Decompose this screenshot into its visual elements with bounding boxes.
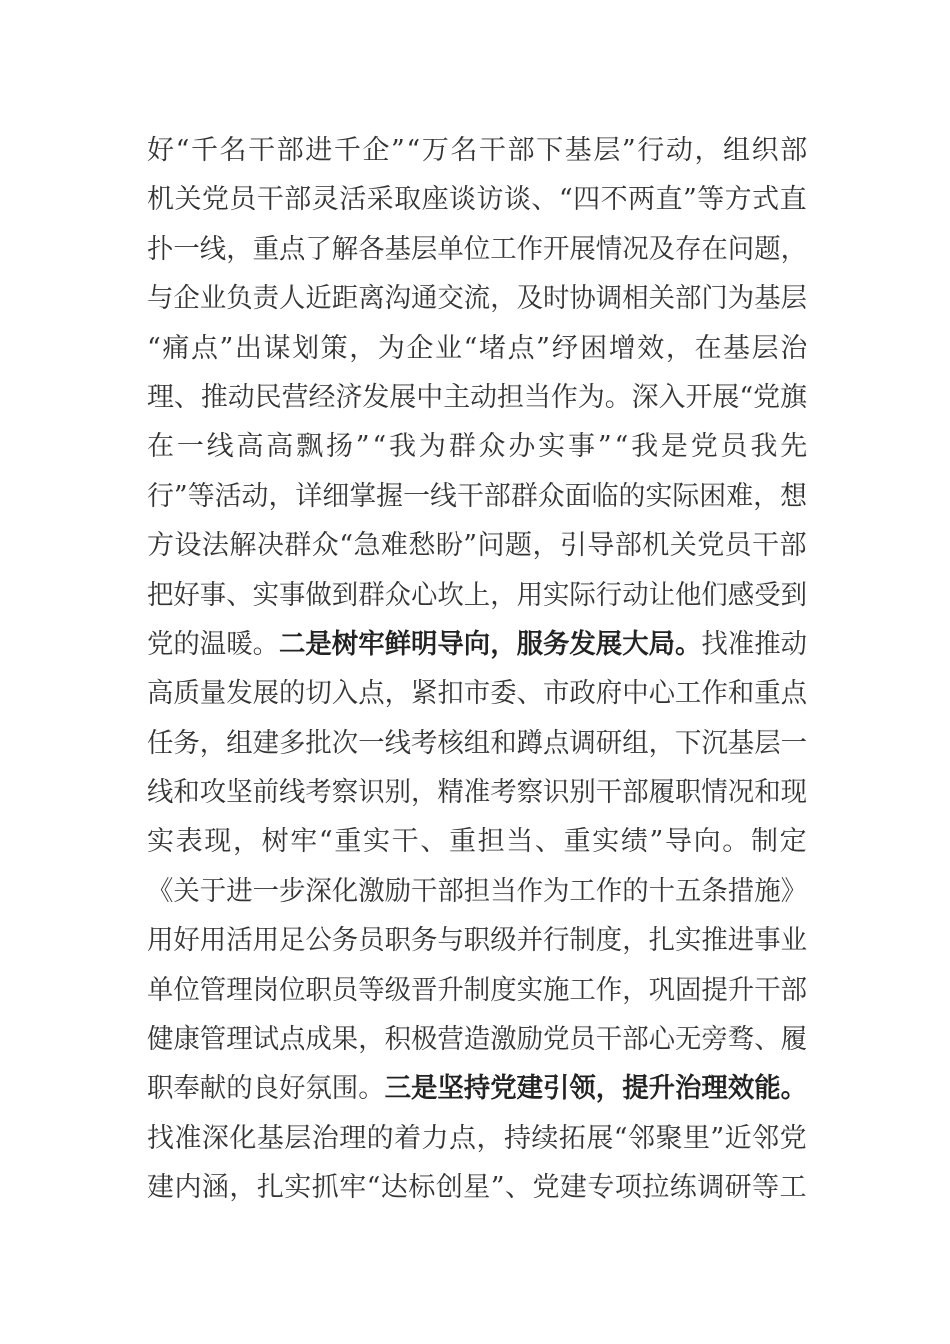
text-line-17: 用好用活用足公务员职务与职级并行制度，扎实推进事业 [147, 925, 808, 957]
text-line-1: 好“千名干部进千企”“万名干部下基层”行动，组织部 [147, 135, 809, 166]
section-heading-2: 二是树牢鲜明导向，服务发展大局。 [279, 628, 702, 660]
text-line-9: 方设法解决群众“急难愁盼”问题，引导部机关党员干部 [147, 530, 808, 562]
text-line-5: “痛点”出谋划策，为企业“堵点”纾困增效，在基层治 [147, 332, 809, 364]
section-heading-3: 三是坚持党建引领，提升治理效能。 [384, 1073, 808, 1105]
text-line-19: 健康管理试点成果，积极营造激励党员干部心无旁骛、履 [147, 1024, 808, 1056]
text-line-2: 机关党员干部灵活采取座谈访谈、“四不两直”等方式直 [147, 184, 808, 216]
body-text [147, 126, 811, 1213]
text-line-21: 找准深化基层治理的着力点，持续拓展“邻聚里”近邻党 [147, 1122, 808, 1154]
text-line-4: 与企业负责人近距离沟通交流，及时协调相关部门为基层 [147, 283, 808, 315]
text-line-22: 建内涵，扎实抓牢“达标创星”、党建专项拉练调研等工 [147, 1172, 808, 1204]
text-line-20: 职奉献的良好氛围。三是坚持党建引领，提升治理效能。 [147, 1073, 808, 1105]
text-line-13: 任务，组建多批次一线考核组和蹲点调研组，下沉基层一 [147, 727, 808, 759]
text-line-12: 高质量发展的切入点，紧扣市委、市政府中心工作和重点 [147, 678, 808, 710]
text-line-10: 把好事、实事做到群众心坎上，用实际行动让他们感受到 [147, 579, 808, 611]
text-line-16: 《关于进一步深化激励干部担当作为工作的十五条措施》 [147, 875, 808, 907]
text-line-11: 党的温暖。二是树牢鲜明导向，服务发展大局。找准推动 [147, 628, 808, 660]
text-line-6: 理、推动民营经济发展中主动担当作为。深入开展“党旗 [147, 381, 808, 413]
text-line-3: 扑一线，重点了解各基层单位工作开展情况及存在问题， [147, 233, 808, 265]
text-line-8: 行”等活动，详细掌握一线干部群众面临的实际困难，想 [147, 480, 808, 512]
text-line-7: 在一线高高飘扬”“我为群众办实事”“我是党员我先 [147, 431, 811, 463]
text-line-18: 单位管理岗位职员等级晋升制度实施工作，巩固提升干部 [147, 974, 808, 1006]
text-line-15: 实表现，树牢“重实干、重担当、重实绩”导向。制定 [147, 826, 809, 858]
text-line-14: 线和攻坚前线考察识别，精准考察识别干部履职情况和现 [147, 777, 808, 809]
